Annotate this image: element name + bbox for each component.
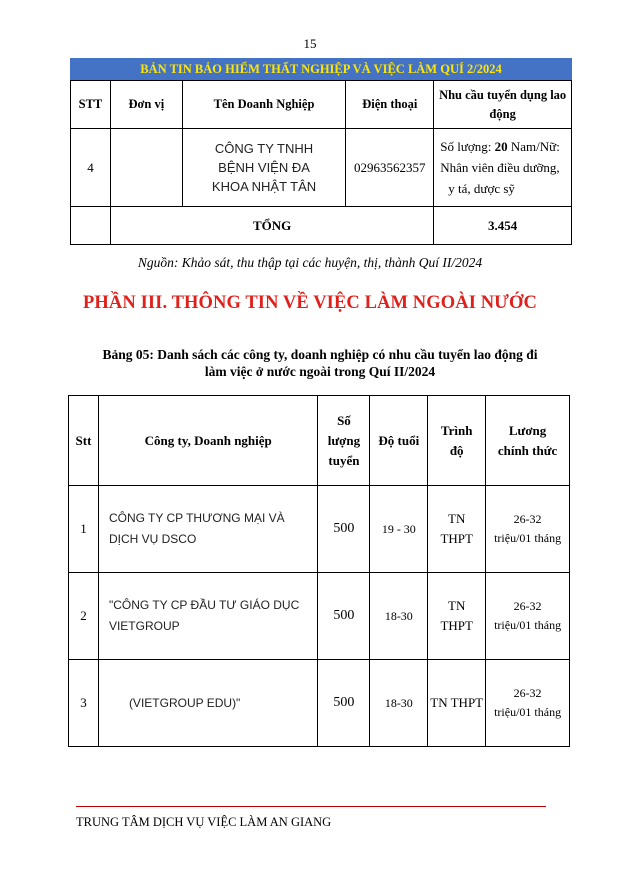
header-company: Tên Doanh Nghiệp xyxy=(182,81,346,129)
footer-divider xyxy=(76,806,546,807)
header-stt: Stt xyxy=(69,396,99,486)
table-row: 3 (VIETGROUP EDU)" 500 18-30 TN THPT 26-32 triệu/01 tháng xyxy=(69,660,570,747)
row-company: "CÔNG TY CP ĐẦU TƯ GIÁO DỤC VIETGROUP xyxy=(98,573,318,660)
header-unit: Đơn vị xyxy=(110,81,182,129)
row-stt: 4 xyxy=(71,129,111,207)
row-salary: 26-32 triệu/01 tháng xyxy=(486,573,570,660)
row-company: (VIETGROUP EDU)" xyxy=(98,660,318,747)
source-note: Nguồn: Khảo sát, thu thập tại các huyện, thị, thành Quí II/2024 xyxy=(137,255,483,270)
row-level: TN THPT xyxy=(428,660,486,747)
qty-value: 20 xyxy=(494,139,508,154)
table-header-row xyxy=(69,396,570,486)
row-company: CÔNG TY CP THƯƠNG MẠI VÀ DỊCH VỤ DSCO xyxy=(98,486,318,573)
footer-text: TRUNG TÂM DỊCH VỤ VIỆC LÀM AN GIANG xyxy=(76,815,332,829)
total-value: 3.454 xyxy=(434,207,572,245)
row-level: TN THPT xyxy=(428,486,486,573)
page-number: 15 xyxy=(303,36,317,51)
table-header-row xyxy=(71,81,572,129)
row-demand: Số lượng: 20 Nam/Nữ: Nhân viên điều dưỡng, y tá, dược sỹ xyxy=(434,129,572,207)
bulletin-banner: BẢN TIN BẢO HIỂM THẤT NGHIỆP VÀ VIỆC LÀM QUÍ 2/2024 xyxy=(70,58,572,80)
header-level: Trình độ xyxy=(428,396,486,486)
employer-demand-table xyxy=(70,80,572,245)
table-title: Bảng 05: Danh sách các công ty, doanh nghiệp có nhu cầu tuyển lao động đi làm việc ở nước ngoài trong Quí II/2024 xyxy=(102,347,538,379)
row-unit xyxy=(110,129,182,207)
header-phone: Điện thoại xyxy=(346,81,434,129)
part-title: PHẦN III. THÔNG TIN VỀ VIỆC LÀM NGOÀI NƯỚC xyxy=(83,293,537,313)
total-label: TỔNG xyxy=(110,207,433,245)
overseas-jobs-table xyxy=(68,395,570,747)
header-quantity: Số lượng tuyển xyxy=(318,396,370,486)
row-salary: 26-32 triệu/01 tháng xyxy=(486,660,570,747)
table-row: 1 CÔNG TY CP THƯƠNG MẠI VÀ DỊCH VỤ DSCO 500 19 - 30 TN THPT 26-32 triệu/01 tháng xyxy=(69,486,570,573)
header-company: Công ty, Doanh nghiệp xyxy=(98,396,318,486)
header-stt: STT xyxy=(71,81,111,129)
row-level: TN THPT xyxy=(428,573,486,660)
total-row xyxy=(71,207,572,245)
row-company: CÔNG TY TNHH BỆNH VIỆN ĐA KHOA NHẬT TÂN xyxy=(182,129,346,207)
header-salary: Lương chính thức xyxy=(486,396,570,486)
table-row xyxy=(71,129,572,207)
row-phone: 02963562357 xyxy=(346,129,434,207)
table-row: 2 "CÔNG TY CP ĐẦU TƯ GIÁO DỤC VIETGROUP 500 18-30 TN THPT 26-32 triệu/01 tháng xyxy=(69,573,570,660)
header-demand: Nhu cầu tuyển dụng lao động xyxy=(434,81,572,129)
header-age: Độ tuổi xyxy=(370,396,428,486)
row-salary: 26-32 triệu/01 tháng xyxy=(486,486,570,573)
